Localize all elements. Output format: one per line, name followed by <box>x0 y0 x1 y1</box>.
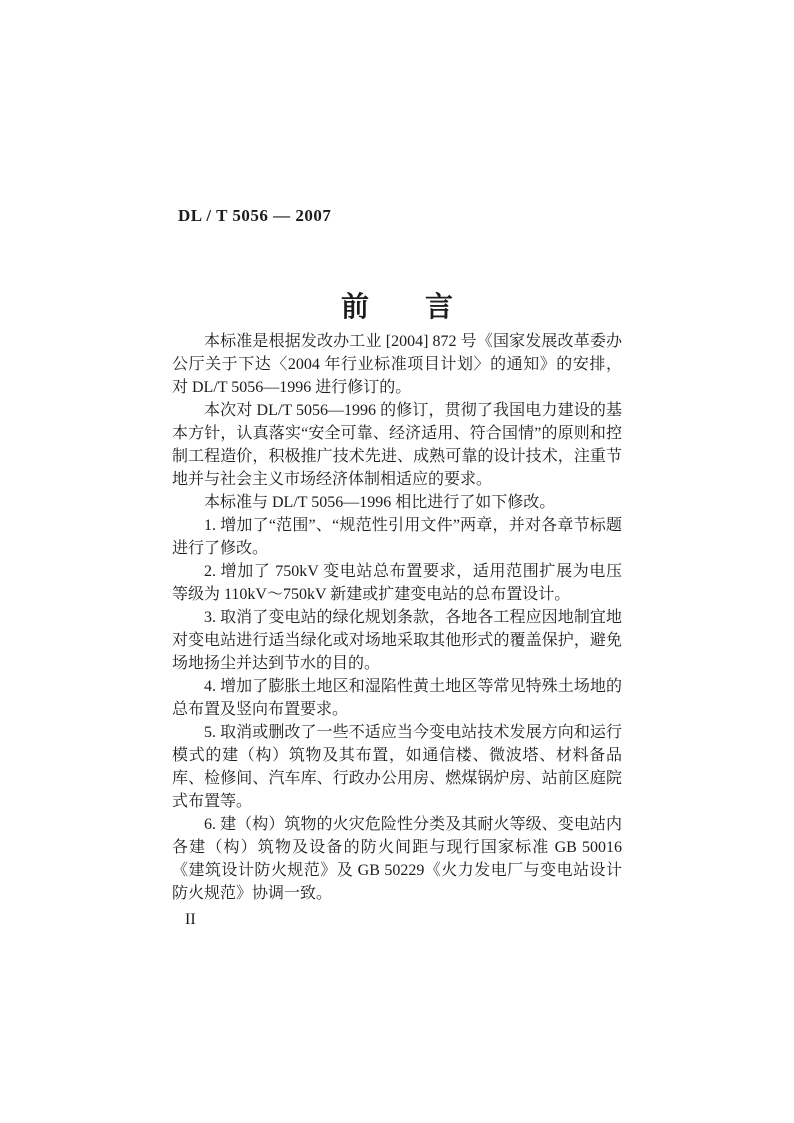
paragraph-intro: 本标准是根据发改办工业 [2004] 872 号《国家发展改革委办公厅关于下达〈2004 年行业标准项目计划〉的通知》的安排，对 DL/T 5056—1996 进行修订的。 <box>172 333 622 396</box>
page-title: 前 言 <box>340 290 453 322</box>
paragraph-changes: 本标准与 DL/T 5056—1996 相比进行了如下修改。 <box>204 494 556 511</box>
document-body <box>172 330 622 905</box>
change-item-6: 6. 建（构）筑物的火灾危险性分类及其耐火等级、变电站内各建（构）筑物及设备的防火间距与现行国家标准 GB 50016《建筑设计防火规范》及 GB 50229《火力发电厂与变电站设计防火规范》协调一致。 <box>172 816 622 902</box>
standard-number: DL / T 5056 — 2007 <box>178 206 332 225</box>
change-item-3: 3. 取消了变电站的绿化规划条款，各地各工程应因地制宜地对变电站进行适当绿化或对场地采取其他形式的覆盖保护，避免场地扬尘并达到节水的目的。 <box>172 609 622 672</box>
page-number: II <box>185 911 196 928</box>
change-item-1: 1. 增加了“范围”、“规范性引用文件”两章，并对各章节标题进行了修改。 <box>172 517 622 557</box>
change-item-2: 2. 增加了 750kV 变电站总布置要求，适用范围扩展为电压等级为 110kV～750kV 新建或扩建变电站的总布置设计。 <box>172 563 622 603</box>
paragraph-revision: 本次对 DL/T 5056—1996 的修订，贯彻了我国电力建设的基本方针，认真落实“安全可靠、经济适用、符合国情”的原则和控制工程造价，积极推广技术先进、成熟可靠的设计技术，注重节地并与社会主义市场经济体制相适应的要求。 <box>172 402 622 488</box>
change-item-4: 4. 增加了膨胀土地区和湿陷性黄土地区等常见特殊土场地的总布置及竖向布置要求。 <box>172 678 622 718</box>
change-item-5: 5. 取消或删改了一些不适应当今变电站技术发展方向和运行模式的建（构）筑物及其布置，如通信楼、微波塔、材料备品库、检修间、汽车库、行政办公用房、燃煤锅炉房、站前区庭院式布置等。 <box>172 724 622 810</box>
